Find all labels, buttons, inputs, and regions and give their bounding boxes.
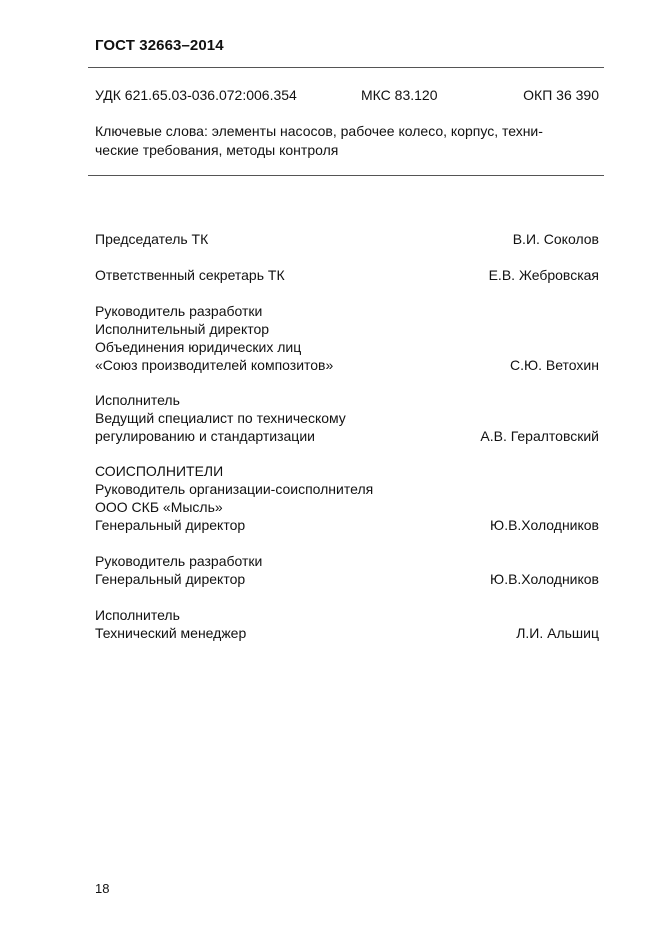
role-label: Генеральный директор	[95, 517, 246, 533]
role-label: Председатель ТК	[95, 231, 209, 247]
top-divider	[88, 67, 604, 68]
role-label: Руководитель организации-соисполнителя	[95, 481, 374, 497]
signature-executor	[95, 391, 599, 445]
keywords-line: ческие требования, методы контроля	[95, 142, 339, 158]
signature-lead-developer	[95, 302, 599, 374]
role-label: Исполнитель	[95, 607, 180, 623]
signatory-name: Е.В. Жебровская	[488, 267, 599, 283]
signature-chair	[95, 230, 599, 248]
udk-code: УДК 621.65.03-036.072:006.354	[95, 87, 297, 103]
role-label: Исполнительный директор	[95, 321, 270, 337]
role-label: Руководитель разработки	[95, 303, 263, 319]
mks-code: МКС 83.120	[361, 87, 438, 103]
signature-lead-developer-2	[95, 552, 599, 588]
signatory-name: Ю.В.Холодников	[490, 571, 599, 587]
organization-label: ООО СКБ «Мысль»	[95, 499, 223, 515]
keywords	[95, 122, 599, 160]
section-label: СОИСПОЛНИТЕЛИ	[95, 463, 224, 479]
organization-label: Объединения юридических лиц	[95, 339, 302, 355]
signatory-name: Л.И. Альшиц	[516, 625, 599, 641]
signatory-name: С.Ю. Ветохин	[509, 357, 599, 373]
role-label: Ведущий специалист по техническому	[95, 410, 346, 426]
role-label: Ответственный секретарь ТК	[95, 267, 285, 283]
signature-executor-2	[95, 606, 599, 642]
classification-codes	[95, 87, 599, 105]
okp-code: ОКП 36 390	[523, 87, 599, 103]
signature-coexecutors	[95, 462, 599, 534]
signatory-name: А.В. Гералтовский	[480, 428, 599, 444]
document-title: ГОСТ 32663–2014	[95, 37, 224, 54]
signatory-name: Ю.В.Холодников	[490, 517, 599, 533]
signature-secretary	[95, 266, 599, 284]
organization-label: «Союз производителей композитов»	[95, 357, 334, 373]
keywords-line: Ключевые слова: элементы насосов, рабочее колесо, корпус, техни-	[95, 123, 543, 139]
role-label: Генеральный директор	[95, 571, 246, 587]
bottom-divider	[88, 175, 604, 176]
signatory-name: В.И. Соколов	[512, 231, 599, 247]
page-number: 18	[95, 881, 110, 896]
role-label: Руководитель разработки	[95, 553, 263, 569]
role-label: Технический менеджер	[95, 625, 247, 641]
role-label: регулированию и стандартизации	[95, 428, 315, 444]
role-label: Исполнитель	[95, 392, 180, 408]
